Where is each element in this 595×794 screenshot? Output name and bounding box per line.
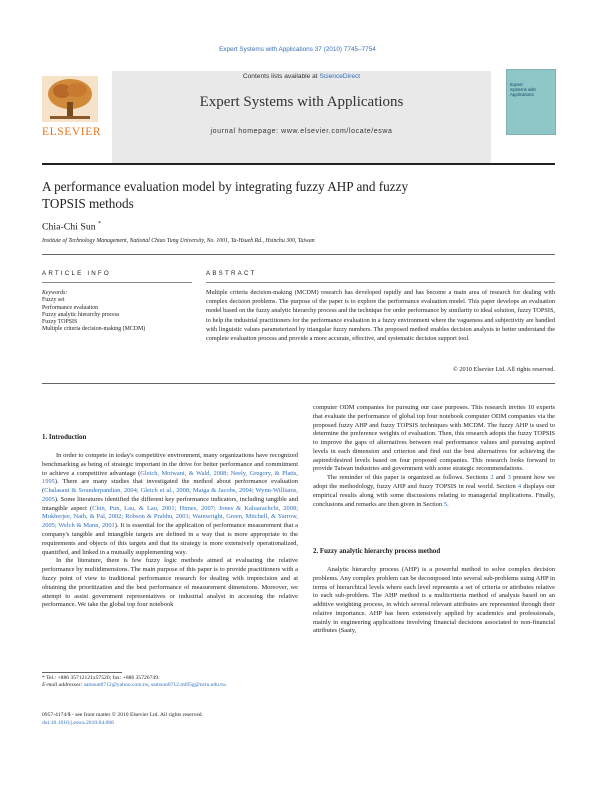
- citation-link[interactable]: Chin, Pun, Lau, & Lau, 2001; Himes, 2007; Jones & Kaluarachchi, 2008; Mukherjee, Nath, & Pal, 2002; Robson & Prabhu, 2001; Wainwright, Green, Mitchell, & Yarrow, 2005; Welch & Mann, 2001: [42, 504, 298, 530]
- section-link[interactable]: 5: [443, 500, 448, 508]
- intro-paragraph-4: [313, 474, 555, 509]
- footnote-contact: [42, 675, 298, 682]
- elsevier-tree-logo: [42, 76, 98, 122]
- text-run: .: [447, 500, 449, 508]
- footnote-rule: [42, 672, 122, 673]
- intro-paragraph-3: computer ODM companies for pursuing our case purposes. This research invites 10 experts that evaluate the performance of global top four notebook computer ODM companies via the proposed fuzzy AHP and fuzzy TOPSIS techniques with MCDM. The fuzzy AHP is used to determine the preference weights of evaluation. Then, this research adopts the fuzzy TOPSIS to improve the gaps of alternatives between real performance values and pursuing aspired levels in each dimension and criterion and find out the best alternatives for achieving the aspired/desired levels based on four proposed companies. This research looks forward to provide Taiwan industries and government with some strategic recommendations.: [313, 404, 555, 473]
- email-separator: ,: [148, 682, 151, 689]
- email-end: .: [225, 682, 227, 689]
- cover-title: Expert Systems with Applications: [510, 82, 536, 97]
- text-run: and: [493, 474, 508, 482]
- email-label: E-mail addresses:: [42, 682, 83, 689]
- section-link[interactable]: 4: [517, 483, 522, 491]
- left-column-body: [42, 452, 298, 610]
- text-run: ). Some literatures identified the different key performance indicators, including tangible and intangible aspect (: [42, 495, 298, 512]
- text-run: In order to compete in today's competitive environment, many organizations have recognized benchmarking as being of strategic important in the drive for better performance and commitment to achieve a competitive advantage (: [42, 452, 298, 477]
- text-run: ). There are many studies that investigated the method about performance evaluation (: [42, 478, 298, 495]
- keywords-block: [42, 290, 197, 334]
- footnote-tel: Tel.: +886 35712121x57520; fax: +886 35726749.: [46, 675, 160, 681]
- title-line-2: TOPSIS methods: [42, 196, 134, 211]
- author-footnote-mark[interactable]: *: [98, 221, 102, 227]
- journal-name: Expert Systems with Applications: [199, 94, 404, 110]
- author-line: [42, 221, 101, 232]
- article-title: [42, 178, 502, 212]
- journal-homepage[interactable]: journal homepage: www.elsevier.com/locate/eswa: [210, 128, 393, 135]
- article-info-heading: ARTICLE INFO: [42, 270, 111, 277]
- front-matter-info: [42, 711, 342, 728]
- citation-link[interactable]: Chalasani & Sounderpandian, 2004; Gleich et al., 2008; Maiga & Jacobs, 2004; Wynn-Williams, 2005: [42, 487, 298, 503]
- footnote-marker: *: [42, 675, 45, 681]
- issn-line: 0957-4174/$ - see front matter © 2010 Elsevier Ltd. All rights reserved.: [42, 712, 203, 718]
- abstract-text: Multiple criteria decision-making (MCDM) research has developed rapidly and has become a main area of research for dealing with complex decision problems. The purpose of the paper is to explore the performance evaluation model. This paper develops an evaluation model based on the fuzzy analytic hierarchy process and the technique for order performance by similarity to ideal solution, fuzzy TOPSIS, to help the industrial practitioners for the performance evaluation in a fuzzy environment where the vagueness and subjectivity are handled with linguistic values parameterized by triangular fuzzy numbers. The proposed method enables decision analysts to better understand the complete evaluation process and provide a more accurate, effective, and systematic decision support tool.: [206, 289, 555, 343]
- author-name: Chia-Chi Sun: [42, 221, 96, 233]
- intro-paragraph-2: In the literature, there is few fuzzy logic methods aimed at evaluating the relative performance by multidimensions. The main purpose of this paper is to provide practitioners with a fuzzy point of view to traditional performance research for dealing with imprecision and at obtaining the prioritization and the best performance of measurement dimensions. Moreover, we attempt to assist government representatives or industrial analyst in accessing the relative performance. We take the global top four notebook: [42, 557, 298, 609]
- sciencedirect-link[interactable]: ScienceDirect: [319, 73, 361, 80]
- footnote-emails: [42, 682, 298, 689]
- abstract-copyright: © 2010 Elsevier Ltd. All rights reserved.: [453, 366, 555, 373]
- divider-rule-bottom: [42, 383, 555, 384]
- title-line-1: A performance evaluation model by integrating fuzzy AHP and fuzzy: [42, 179, 409, 194]
- intro-paragraph-1: [42, 452, 298, 557]
- keywords-label: Keywords:: [42, 290, 68, 296]
- author-footnote: [42, 675, 298, 690]
- keyword-item: Fuzzy TOPSIS: [42, 319, 78, 326]
- keyword-item: Fuzzy analytic hierarchy process: [42, 311, 120, 318]
- journal-reference[interactable]: Expert Systems with Applications 37 (2010) 7745–7754: [219, 46, 376, 53]
- journal-cover-thumbnail[interactable]: [506, 69, 556, 135]
- section-2-paragraph-1: Analytic hierarchy process (AHP) is a powerful method to solve complex decision problems. Any complex problem can be decomposed into several sub-problems using AHP in terms of hierarchical levels where each level represents a set of criteria or attributes relative to each sub-problem. The AHP method is a multicriteria method of analysis based on an additive weighting process, in which several relevant attributes are represented through their relative importance. AHP has been extensively applied by academics and professionals, mainly in engineering applications involving financial decisions associated to non-financial attributes (Saaty,: [313, 566, 555, 635]
- keyword-item: Multiple criteria decision-making (MCDM): [42, 326, 146, 333]
- doi-link[interactable]: doi:10.1016/j.eswa.2010.04.066: [42, 720, 114, 727]
- article-info-rule: [42, 282, 192, 283]
- section-1-heading: 1. Introduction: [42, 434, 87, 441]
- journal-header-band: [112, 71, 491, 163]
- email-link-1[interactable]: samsun0712@yahoo.com.tw: [83, 682, 149, 689]
- text-run: present how we adopt the methodology, fuzzy AHP and fuzzy TOPSIS in real world. Section: [313, 474, 556, 491]
- abstract-rule: [206, 282, 555, 283]
- section-2-heading: 2. Fuzzy analytic hierarchy process method: [313, 548, 441, 555]
- keyword-item: Performance evaluation: [42, 304, 99, 311]
- contents-prefix: Contents lists available at: [242, 73, 320, 80]
- citation-link[interactable]: Gleich, Motwani, & Wald, 2008; Neely, Gregory, & Platts, 1995: [42, 469, 298, 486]
- author-affiliation: Institute of Technology Management, National Chiao Tung University, No. 1001, Ta-Hsueh Rd., Hsinchu 300, Taiwan: [42, 238, 315, 244]
- right-column-body-top: [313, 404, 555, 509]
- keyword-item: Fuzzy set: [42, 297, 65, 304]
- text-run: The reminder of this paper is organized as follows. Sections: [327, 474, 491, 482]
- contents-line: [112, 73, 491, 80]
- abstract-heading: ABSTRACT: [206, 270, 257, 277]
- header-rule: [42, 163, 555, 165]
- section-link[interactable]: 3: [507, 474, 511, 482]
- elsevier-wordmark: ELSEVIER: [42, 126, 102, 138]
- text-run: ). It is essential for the application of performance measurement that a company's tangible and intangible targets are defined in a way that is more appropriate to the requirements and objects of this targets and that its strategy is more extensively operationalized, quantified, and linked in a mutually supplementing way.: [42, 522, 298, 556]
- section-link[interactable]: 2: [490, 474, 494, 482]
- divider-rule-top: [42, 254, 555, 255]
- right-column-body-bottom: [313, 566, 555, 636]
- text-run: displays our empirical results along with some discussions relating to managerial implications. Finally, conclusions and remarks are then given in Section: [313, 483, 555, 508]
- email-link-2[interactable]: samsun0712.mt95g@nctu.edu.tw: [151, 682, 226, 689]
